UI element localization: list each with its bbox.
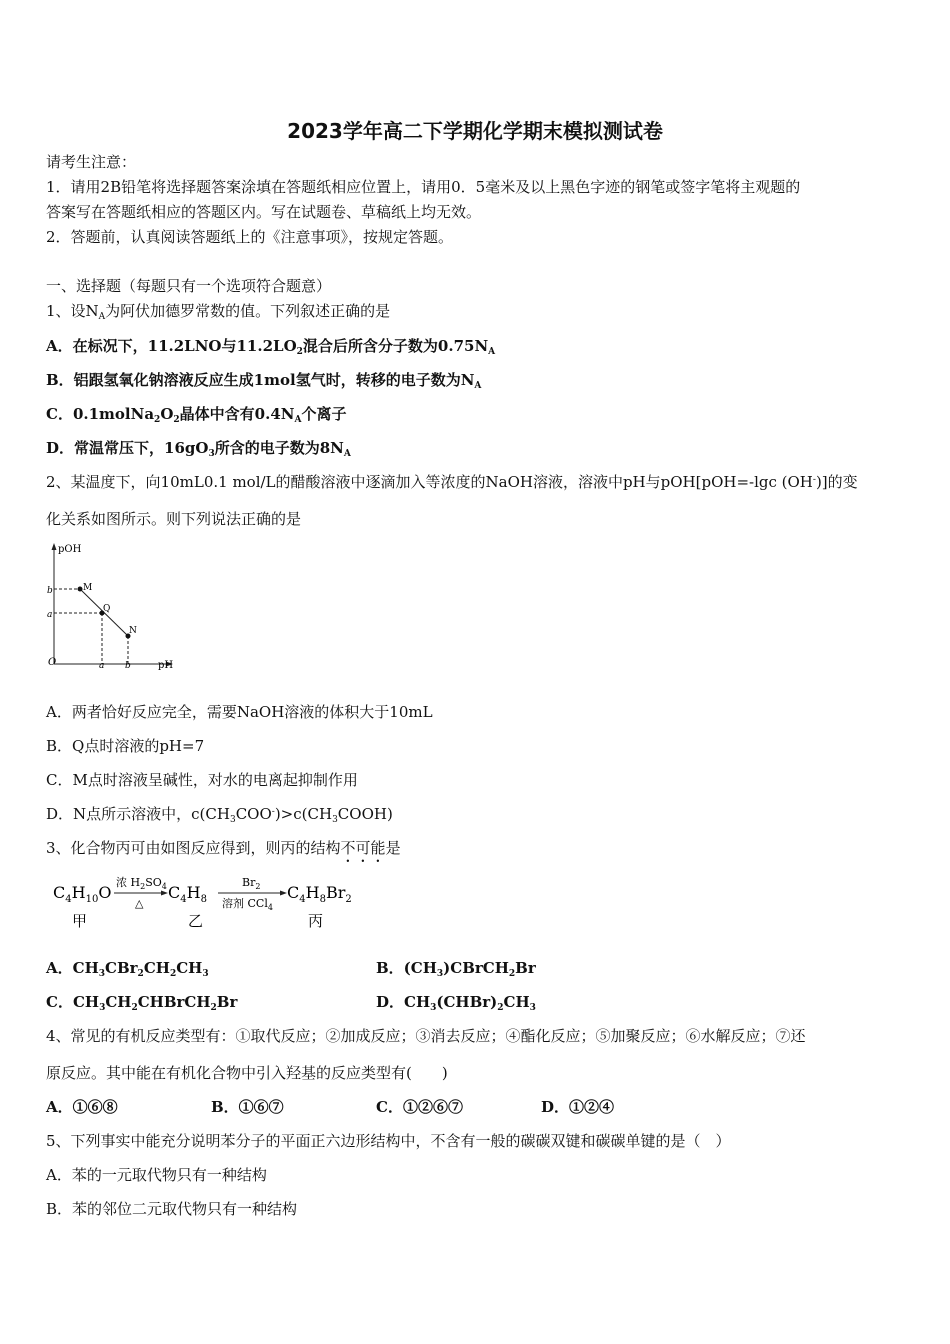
reagent-2-top: $Br_2$ bbox=[242, 876, 261, 891]
q3-stem: 3、化合物丙可由如图反应得到，则丙的结构不可能是 bbox=[46, 839, 401, 857]
reactant-formula: $C_4H_{10}O$ bbox=[53, 883, 112, 905]
notice-item-1-line-2: 答案写在答题纸相应的答题区内。写在试题卷、草稿纸上均无效。 bbox=[46, 203, 482, 221]
q3-option-b: B．$(CH_3)CBrCH_2Br$ bbox=[376, 959, 536, 979]
x-tick-b: b bbox=[125, 661, 131, 671]
y-tick-a: a bbox=[47, 610, 53, 620]
q4-option-a: A．①⑥⑧ bbox=[46, 1098, 118, 1116]
section-heading: 一、选择题（每题只有一个选项符合题意） bbox=[46, 277, 332, 295]
q5-option-a: A．苯的一元取代物只有一种结构 bbox=[46, 1166, 267, 1184]
x-axis-label: pH bbox=[158, 660, 174, 671]
notice-item-2: 2．答题前，认真阅读答题纸上的《注意事项》，按规定答题。 bbox=[46, 228, 454, 246]
label-yi: 乙 bbox=[188, 912, 204, 930]
q2-stem-line-1: 2、某温度下，向10mL0.1 mol/L的醋酸溶液中逐滴加入等浓度的NaOH溶液，溶液中pH与pOH[pOH=-lgc (OH-)]的变 bbox=[46, 473, 858, 491]
q5-option-b: B．苯的邻位二元取代物只有一种结构 bbox=[46, 1200, 298, 1218]
q3-option-c: C．$CH_3CH_2CHBrCH_2Br$ bbox=[46, 993, 238, 1013]
q4-option-b: B．①⑥⑦ bbox=[211, 1098, 284, 1116]
q2-chart bbox=[44, 540, 184, 675]
q1-option-c: C．$0.1molNa_2O_2$晶体中含有$0.4N_A$个离子 bbox=[46, 405, 347, 425]
reagent-1-bottom: △ bbox=[135, 897, 144, 910]
q1-option-d: D．常温常压下，$16gO_3$所含的电子数为$8N_A$ bbox=[46, 439, 351, 459]
reagent-2-bottom: 溶剂 CCl$_4$ bbox=[222, 897, 273, 912]
q4-stem-line-2: 原反应。其中能在有机化合物中引入羟基的反应类型有( ) bbox=[46, 1064, 448, 1082]
point-q-label: Q bbox=[103, 604, 111, 614]
q4-option-c: C．①②⑥⑦ bbox=[376, 1098, 463, 1116]
reagent-1-top: 浓 $H_2SO_4$ bbox=[116, 876, 167, 891]
q4-stem-line-1: 4、常见的有机反应类型有：①取代反应；②加成反应；③消去反应；④酯化反应；⑤加聚反应；⑥水解反应；⑦还 bbox=[46, 1027, 806, 1045]
product-formula: $C_4H_8Br_2$ bbox=[287, 883, 352, 905]
q2-option-d: D．N点所示溶液中，$c(CH_3COO^-)>c(CH_3COOH)$ bbox=[46, 805, 393, 825]
point-m-label: M bbox=[83, 583, 93, 593]
q1-option-b: B．铝跟氢氧化钠溶液反应生成1mol氢气时，转移的电子数为$N_A$ bbox=[46, 371, 482, 391]
q3-option-d: D．$CH_3(CHBr)_2CH_3$ bbox=[376, 993, 536, 1013]
x-tick-a: a bbox=[99, 661, 105, 671]
q1-option-a: A．在标况下，11.2LNO与$11.2LO_2$混合后所含分子数为$0.75N_A$ bbox=[46, 337, 496, 357]
point-m bbox=[78, 587, 83, 592]
notice-heading: 请考生注意： bbox=[46, 153, 137, 171]
q2-stem-line-2: 化关系如图所示。则下列说法正确的是 bbox=[46, 510, 302, 528]
y-axis-label: pOH bbox=[58, 544, 82, 555]
q2-option-b: B．Q点时溶液的pH=7 bbox=[46, 737, 205, 755]
q3-reaction-scheme bbox=[50, 872, 360, 932]
y-axis-arrow bbox=[52, 543, 57, 550]
point-n-label: N bbox=[129, 626, 137, 636]
y-tick-b: b bbox=[47, 586, 53, 596]
notice-item-1-line-1: 1．请用2B铅笔将选择题答案涂填在答题纸相应位置上，请用0．5毫米及以上黑色字迹的钢笔或签字笔将主观题的 bbox=[46, 178, 801, 196]
q3-option-a: A．$CH_3CBr_2CH_2CH_3$ bbox=[46, 959, 209, 979]
q4-option-d: D．①②④ bbox=[541, 1098, 615, 1116]
page-title: 2023学年高二下学期化学期末模拟测试卷 bbox=[287, 119, 663, 143]
origin-label: O bbox=[48, 657, 57, 668]
label-bing: 丙 bbox=[308, 912, 324, 930]
q1-stem: 1、设$N_A$为阿伏加德罗常数的值。下列叙述正确的是 bbox=[46, 302, 391, 322]
q5-stem: 5、下列事实中能充分说明苯分子的平面正六边形结构中，不含有一般的碳碳双键和碳碳单键的是（ ） bbox=[46, 1132, 731, 1150]
label-jia: 甲 bbox=[72, 912, 88, 930]
intermediate-formula: $C_4H_8$ bbox=[168, 883, 207, 905]
arrow-2-head bbox=[280, 891, 287, 896]
q2-option-a: A．两者恰好反应完全，需要NaOH溶液的体积大于10mL bbox=[46, 703, 433, 721]
arrow-1-head bbox=[161, 891, 168, 896]
q2-option-c: C．M点时溶液呈碱性，对水的电离起抑制作用 bbox=[46, 771, 358, 789]
